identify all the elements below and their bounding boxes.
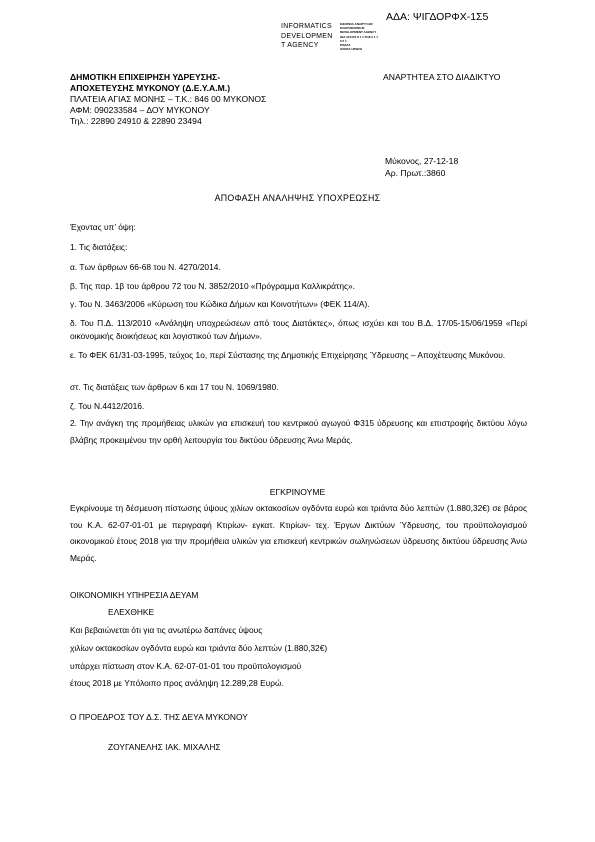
item-z: ζ. Του Ν.4412/2016.	[70, 401, 145, 411]
logo-main-text: INFORMATICS DEVELOPMEN T AGENCY	[281, 23, 333, 50]
item-d: δ. Του Π.Δ. 113/2010 «Ανάληψη υποχρεώσεων από τους Διατάκτες», όπως ισχύει και του Β.Δ. 17/05-15/06/1959 «Περί οικονομικής διοικήσεως και λογιστικού των Δήμων».	[70, 318, 527, 341]
org-phone: Τηλ.: 22890 24910 & 22890 23494	[70, 116, 202, 126]
finance-heading: ΟΙΚΟΝΟΜΙΚΗ ΥΠΗΡΕΣΙΑ ΔΕΥΑΜ	[70, 590, 199, 600]
finance-line-3: υπάρχει πίστωση στον Κ.Α. 62-07-01-01 του προϋπολογισμού	[70, 661, 302, 671]
signature-role: Ο ΠΡΟΕΔΡΟΣ ΤΟΥ Δ.Σ. ΤΗΣ ΔΕΥΑ ΜΥΚΟΝΟΥ	[70, 712, 248, 722]
document-title: ΑΠΟΦΑΣΗ ΑΝΑΛΗΨΗΣ ΥΠΟΧΡΕΩΣΗΣ	[214, 193, 381, 203]
logo-small-text: ΕΦΟΡΕΙΑ ΑΝΑΠΤΥΞΗΣ ΠΛΗΡΟΦΟΡΙΚΗΣ DEVELOPMENT AGENCY ΙΩΑ 210101 8 1 1 5/18 0 1 1 0 0 1 ΡΟΔΑΣ ΟΛΟΚΛ ΗΡΩΣΗ	[340, 22, 378, 52]
item-st: στ. Τις διατάξεις των άρθρων 6 και 17 του Ν. 1069/1980.	[70, 382, 279, 392]
item-c: γ. Του Ν. 3463/2006 «Κύρωση του Κώδικα Δήμων και Κοινοτήτων» (ΦΕΚ 114/Α).	[70, 299, 370, 309]
item-a: α. Των άρθρων 66-68 του Ν. 4270/2014.	[70, 262, 221, 272]
intro-text: Έχοντας υπ’ όψη:	[70, 222, 136, 232]
ada-code: ΑΔΑ: ΨΙΓΔΟΡΦΧ-1Σ5	[386, 11, 489, 23]
approve-heading: ΕΓΚΡΙΝΟΥΜΕ	[269, 487, 326, 497]
item-1: 1. Τις διατάξεις:	[70, 242, 128, 252]
signature-name: ΖΟΥΓΑΝΕΛΗΣ ΙΑΚ. ΜΙΧΑΛΗΣ	[108, 742, 221, 752]
finance-line-1: Και βεβαιώνεται ότι για τις ανωτέρω δαπάνες ύψους	[70, 625, 263, 635]
organization-header	[70, 72, 266, 127]
document-date: Μύκονος, 27-12-18	[385, 156, 459, 166]
org-address: ΠΛΑΤΕΙΑ ΑΓΙΑΣ ΜΟΝΗΣ – Τ.Κ.: 846 00 ΜΥΚΟΝΟΣ	[70, 94, 267, 104]
finance-line-2: χιλίων οκτακοσίων ογδόντα ευρώ και τριάντα δύο λεπτών (1.880,32€)	[70, 643, 328, 653]
item-e: ε. Το ΦΕΚ 61/31-03-1995, τεύχος 1ο, περί Σύστασης της Δημοτικής Επιχείρησης Ύδρευσης – Αποχέτευσης Μυκόνου.	[70, 350, 506, 360]
item-2: 2. Την ανάγκη της προμήθειας υλικών για επισκευή του κεντρικού αγωγού Φ315 ύδρευσης και επιστροφής δικτύου λόγω βλάβης προκειμένου την ορθή λειτουργία του δικτύου ύδρευσης Άνω Μεράς.	[70, 418, 527, 445]
date-block	[385, 155, 458, 179]
posting-notice: ΑΝΑΡΤΗΤΕΑ ΣΤΟ ΔΙΑΔΙΚΤΥΟ	[383, 72, 501, 82]
finance-line-4: έτους 2018 με Υπόλοιπο προς ανάληψη 12.289,28 Ευρώ.	[70, 678, 284, 688]
org-afm: ΑΦΜ: 090233584 – ΔΟΥ ΜΥΚΟΝΟΥ	[70, 105, 210, 115]
finance-checked: ΕΛΕΧΘΗΚΕ	[108, 607, 155, 617]
org-name-line1: ΔΗΜΟΤΙΚΗ ΕΠΙΧΕΙΡΗΣΗ ΥΔΡΕΥΣΗΣ-	[70, 72, 221, 82]
item-b: β. Της παρ. 1β του άρθρου 72 του Ν. 3852/2010 «Πρόγραμμα Καλλικράτης».	[70, 281, 356, 291]
approve-text: Εγκρίνουμε τη δέσμευση πίστωσης ύψους χιλίων οκτακοσίων ογδόντα ευρώ και τριάντα δύο λεπτών (1.880,32€) σε βάρος του Κ.Α. 62-07-01-01 με περιγραφή Κτιρίων- εγκατ. Κτιρίων- τεχ. Έργων Δικτύων Ύδρευσης, του προϋπολογισμού οικονομικού έτους 2018 για την προμήθεια υλικών για επισκευή κεντρικών σωληνώσεων ύδρευσης δικτύου ύδρευσης Άνω Μεράς.	[70, 503, 527, 563]
org-name-line2: ΑΠΟΧΕΤΕΥΣΗΣ ΜΥΚΟΝΟΥ (Δ.Ε.Υ.Α.Μ.)	[70, 83, 231, 93]
protocol-number: Αρ. Πρωτ.:3860	[385, 168, 446, 178]
